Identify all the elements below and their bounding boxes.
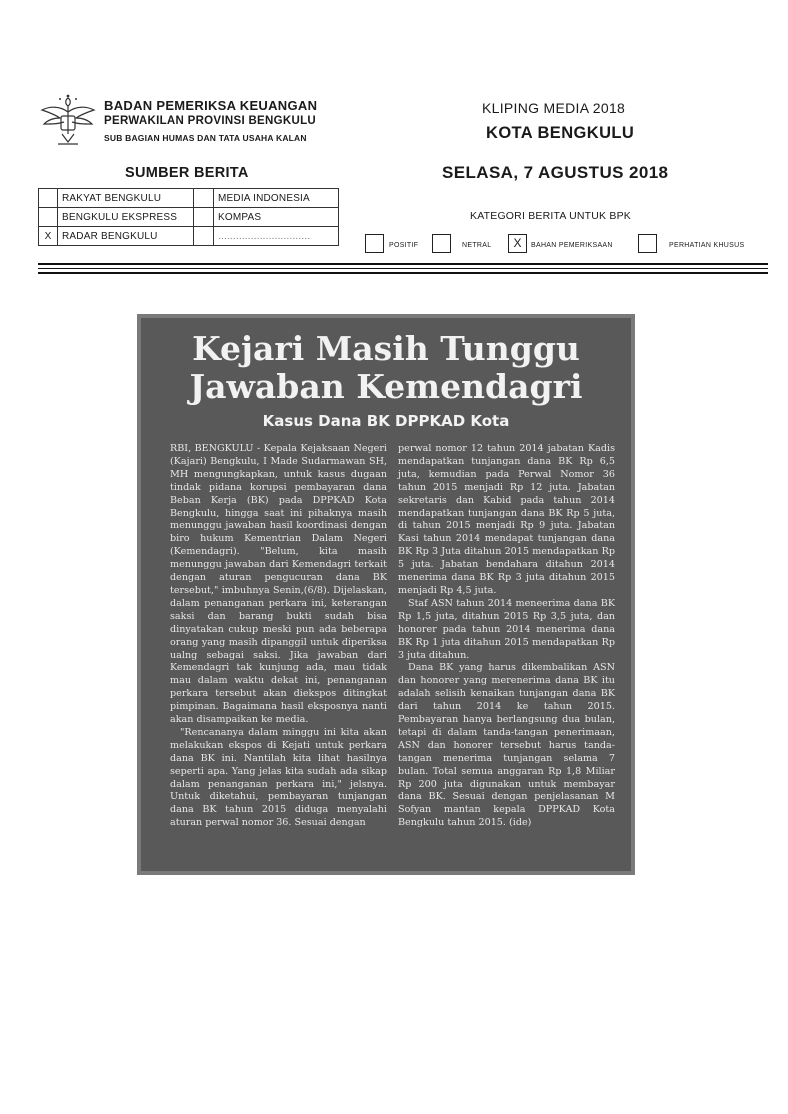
source-rakyat-bengkulu: RAKYAT BENGKULU bbox=[58, 189, 194, 208]
article-paragraph: Dana BK yang harus dikembalikan ASN dan honorer yang merenerima dana BK itu adalah selisih kenaikan tunjangan dana BK dari tahun 2014 ke tahun 2015. Pembayaran hanya berlangsung dua bulan, tetapi di dalam tanda-tangan penerimaan, ASN dan honorer tersebut harus tanda-tangan menerima tunjangan selama 7 bulan. Total semua anggaran Rp 1,8 Miliar Rp 200 juta digunakan untuk membayar dana BK. Sesuai dengan penjelasanan M Sofyan mantan kepala DPPKAD Kota Bengkulu tahun 2015. (ide) bbox=[398, 662, 615, 829]
sources-row bbox=[39, 227, 339, 246]
category-bahan-pemeriksaan-label: BAHAN PEMERIKSAAN bbox=[531, 242, 613, 249]
date-label: SELASA, 7 AGUSTUS 2018 bbox=[442, 163, 669, 182]
divider bbox=[38, 268, 768, 269]
source-mark: X bbox=[39, 227, 58, 246]
categories-title: KATEGORI BERITA UNTUK BPK bbox=[470, 210, 631, 222]
source-other-blank: ............................... bbox=[214, 227, 339, 246]
kliping-label: KLIPING MEDIA 2018 bbox=[482, 100, 626, 116]
category-positif-label: POSITIF bbox=[389, 242, 419, 249]
article-paragraph: "Rencananya dalam minggu ini kita akan melakukan ekspos di Kejati untuk perkara dana BK ini. Nantilah kita lihat hasilnya seperti apa. Yang jelas kita sudah ada sikap dalam penanganan perkara ini," jelsnya. Untuk diketahui, pembayaran tunjangan dana BK tahun 2015 diduga menyalahi aturan perwal nomor 36. Sesuai dengan bbox=[170, 726, 387, 829]
sources-row bbox=[39, 189, 339, 208]
sources-table bbox=[38, 188, 339, 246]
article-column-2 bbox=[398, 443, 615, 830]
divider bbox=[38, 272, 768, 274]
category-netral-label: NETRAL bbox=[462, 242, 492, 249]
org-name: BADAN PEMERIKSA KEUANGAN bbox=[104, 98, 318, 113]
source-mark bbox=[39, 208, 58, 227]
category-perhatian-khusus-label: PERHATIAN KHUSUS bbox=[669, 242, 745, 249]
category-perhatian-khusus-checkbox bbox=[638, 234, 657, 253]
city-label: KOTA BENGKULU bbox=[486, 124, 635, 142]
sources-title: SUMBER BERITA bbox=[125, 165, 249, 181]
source-bengkulu-ekspress: BENGKULU EKSPRESS bbox=[58, 208, 194, 227]
headline-line-1: Kejari Masih Tunggu bbox=[192, 329, 580, 368]
article-paragraph: RBI, BENGKULU - Kepala Kejaksaan Negeri (Kajari) Bengkulu, I Made Sudarmawan SH, MH mengungkapkan, untuk kasus dugaan tindak pidana korupsi pembayaran dana Beban Kerja (BK) pada DPPKAD Kota Bengkulu, hingga saat ini pihaknya masih menunggu jawaban hasil koordinasi dengan biro hukum Kementrian Dalam Negeri (Kemendagri). "Belum, kita masih menunggu jawaban dari Kemendagri terkait dengan aturan pengucuran dana BK tersebut," imbuhnya Senin,(6/8). Dijelaskan, dalam penanganan perkara ini, keterangan saksi dan barang bukti sudah bisa dinyatakan cukup meski pun ada beberapa orang yang masih dipanggil untuk diperiksa ualng sebagai saksi. Jika jawaban dari Kemendagri tak kunjung ada, mau tidak mau dalam waktu dekat ini, penanganan perkara tersebut akan diekspos ditingkat pimpinan. Bagaimana hasil eksposnya nanti akan disampaikan ke media. bbox=[170, 443, 387, 726]
category-bahan-pemeriksaan-checkbox: X bbox=[508, 234, 527, 253]
headline-line-2: Jawaban Kemendagri bbox=[189, 367, 583, 406]
org-unit: SUB BAGIAN HUMAS DAN TATA USAHA KALAN bbox=[104, 133, 307, 143]
source-media-indonesia: MEDIA INDONESIA bbox=[214, 189, 339, 208]
article-column-1 bbox=[170, 443, 387, 830]
garuda-emblem-icon bbox=[38, 92, 98, 148]
article-subheadline: Kasus Dana BK DPPKAD Kota bbox=[262, 412, 510, 430]
article-headline bbox=[141, 330, 631, 406]
article-paragraph: perwal nomor 12 tahun 2014 jabatan Kadis mendapatkan tunjangan dana BK Rp 6,5 juta, kemudian pada Perwal Nomor 36 tahun 2015 menjadi Rp 12 juta. Jabatan sekretaris dan Kabid pada tahun 2014 mendapatkan tunjangan dana BK Rp 5 juta, di tahun 2015 menjadi Rp 9 juta. Jabatan Kasi tahun 2014 mendapat tunjangan dana BK Rp 3 Juta ditahun 2015 mendapatkan Rp 5 juta. Jabatan bendahara ditahun 2014 menerima dana BK Rp 3 juta ditahun 2015 menjadi Rp 4,5 juta. bbox=[398, 443, 615, 596]
source-radar-bengkulu: RADAR BENGKULU bbox=[58, 227, 194, 246]
org-branch: PERWAKILAN PROVINSI BENGKULU bbox=[104, 115, 317, 127]
source-kompas: KOMPAS bbox=[214, 208, 339, 227]
article-paragraph: Staf ASN tahun 2014 meneerima dana BK Rp 1,5 juta, ditahun 2015 Rp 3,5 juta, dan honorer pada tahun 2014 menerima dana BK Rp 1 juta ditahun 2015 mendapatkan Rp 3 juta ditahun. bbox=[398, 597, 615, 661]
divider bbox=[38, 263, 768, 265]
category-netral-checkbox bbox=[432, 234, 451, 253]
source-mark bbox=[39, 189, 58, 208]
category-positif-checkbox bbox=[365, 234, 384, 253]
sources-row bbox=[39, 208, 339, 227]
